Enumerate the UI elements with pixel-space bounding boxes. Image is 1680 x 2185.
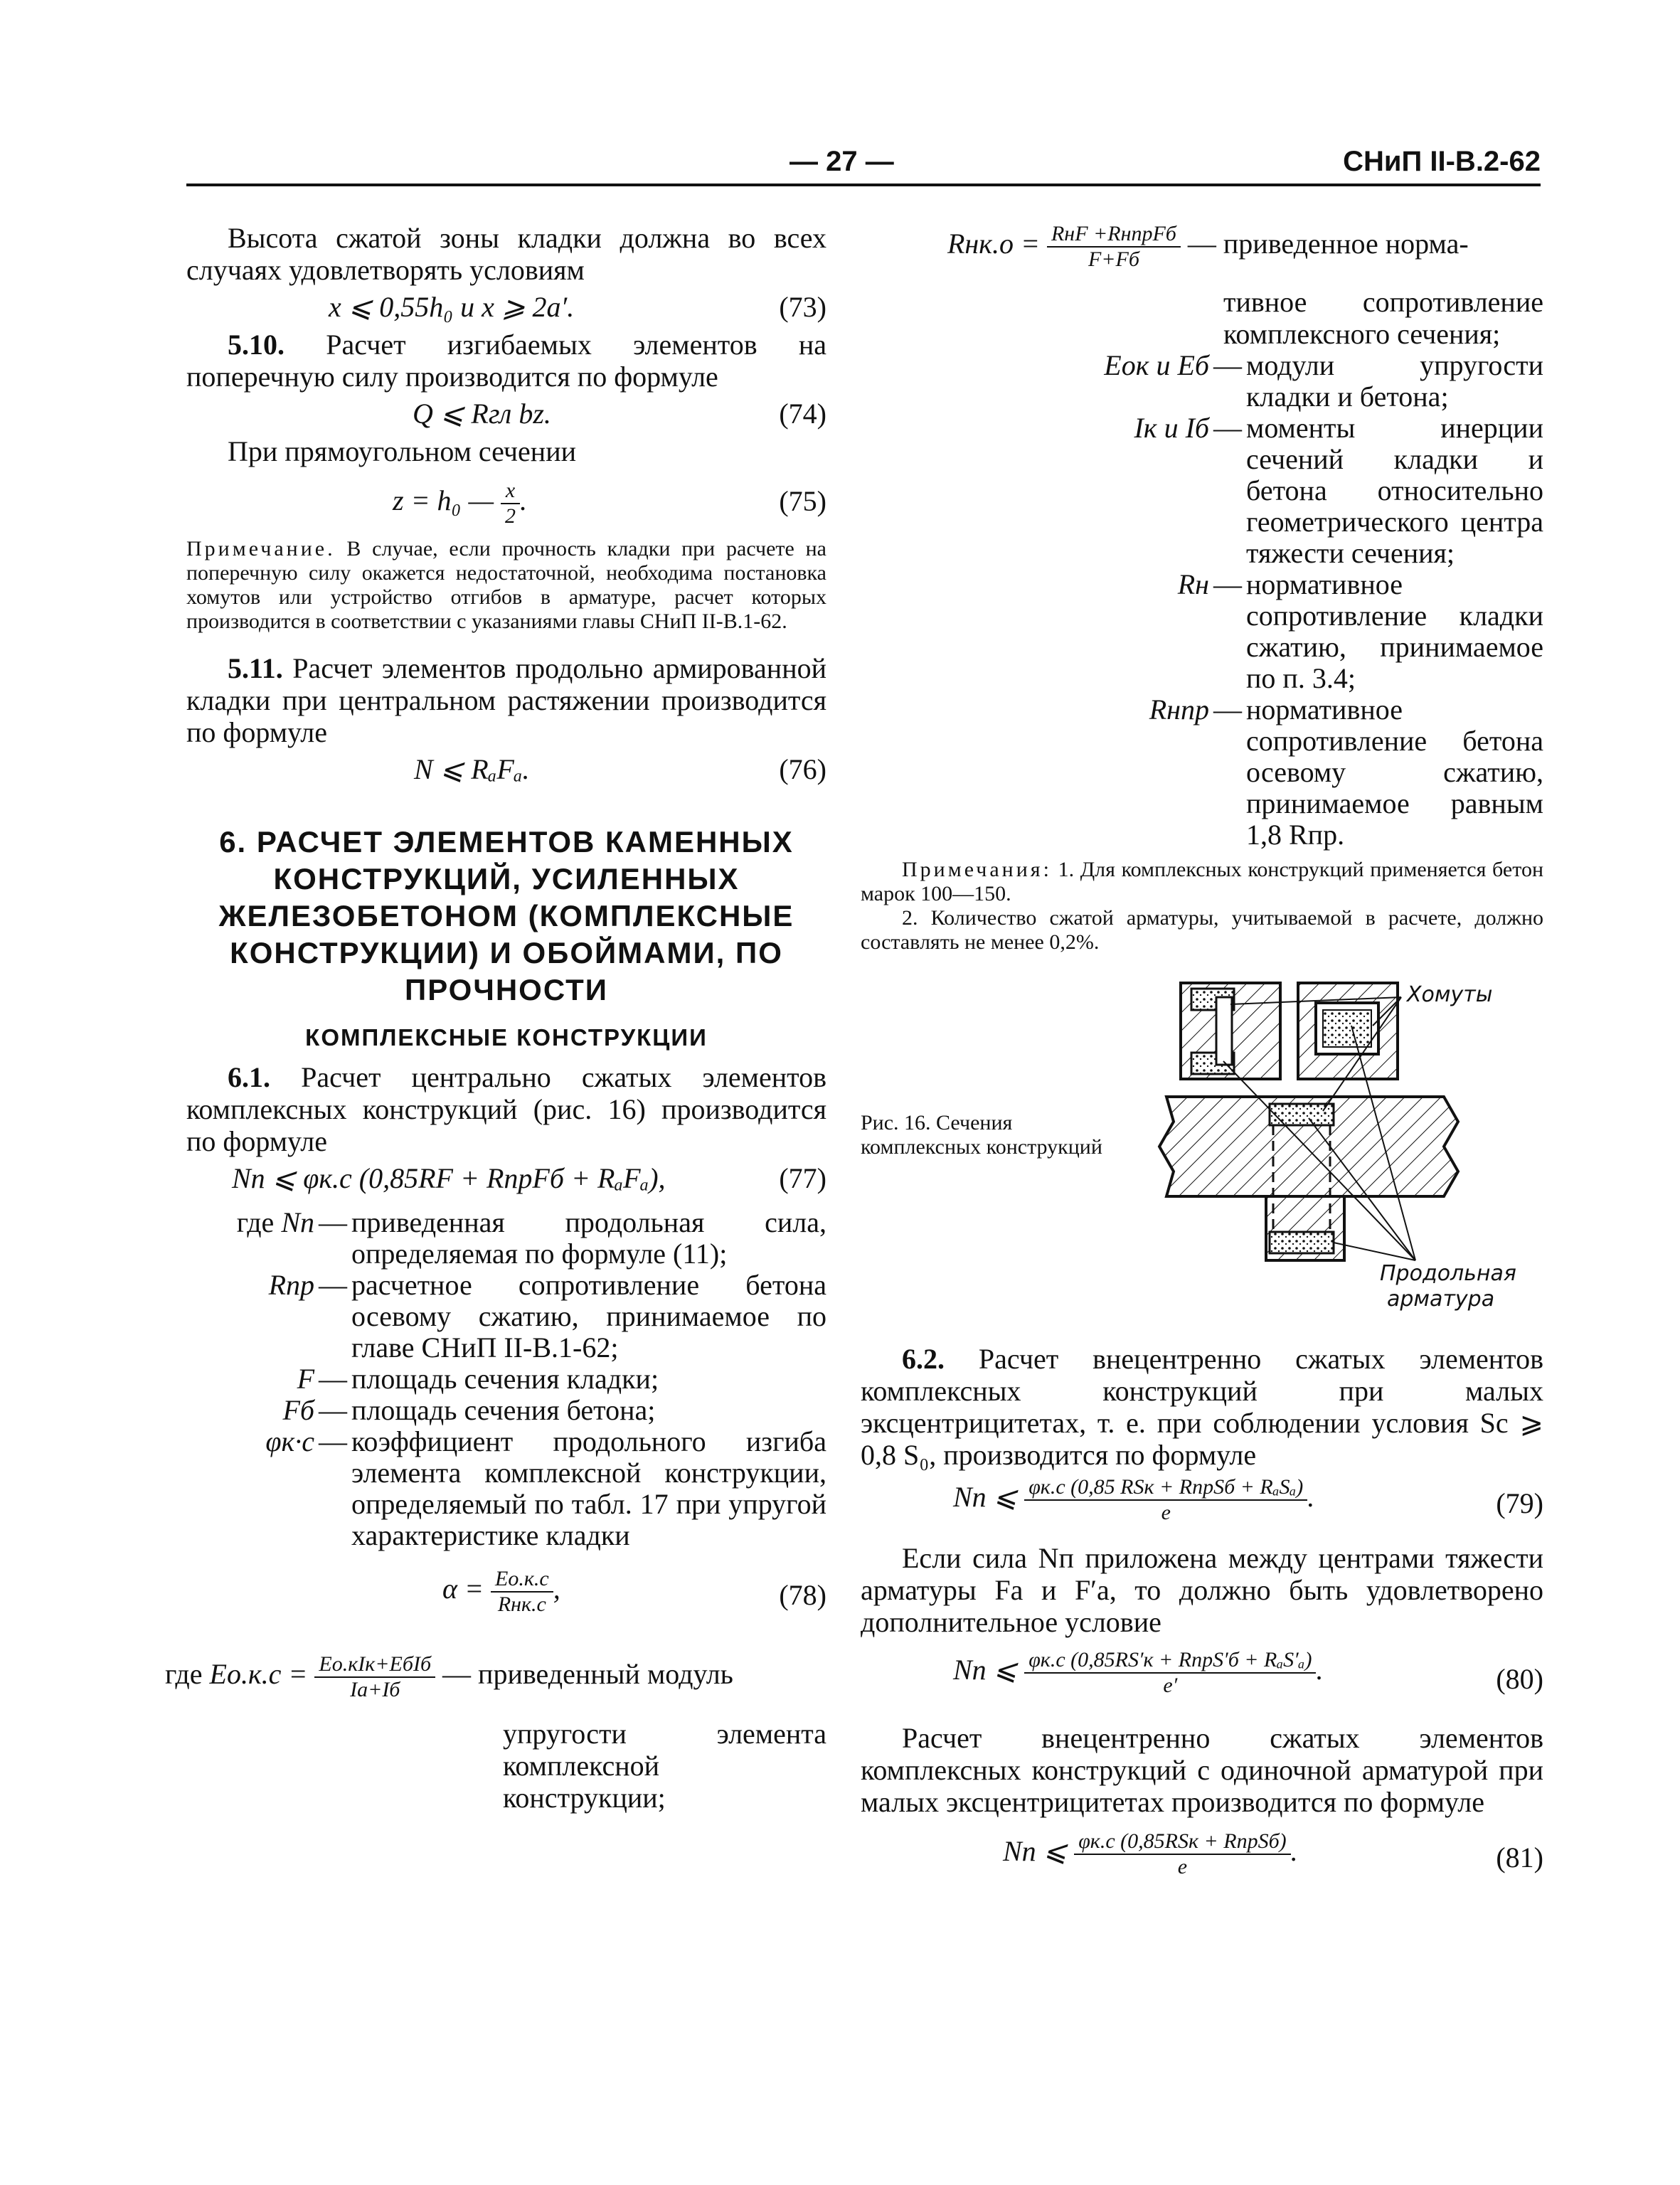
- fraction: [491, 1567, 553, 1617]
- formula-lhs: Nп ⩽: [953, 1481, 1018, 1514]
- label-stirrups: Хомуты: [1407, 982, 1493, 1007]
- definition-symbol: Iк и Iб: [1134, 412, 1209, 444]
- definition-text: нормативное сопротивление бетона осевому сжатию, принимаемое равным 1,8 Rпр.: [1246, 693, 1543, 851]
- paragraph: тивное сопротивление комплексного сечения;: [1223, 286, 1543, 350]
- formula-78: [186, 1557, 826, 1642]
- numerator: Eо.к.с: [491, 1567, 553, 1593]
- denominator: e′: [1163, 1674, 1178, 1697]
- formula-number: (79): [1496, 1487, 1543, 1519]
- formula-expr: Q ⩽ Rгл bz.: [413, 398, 551, 430]
- formula-expr: Nп ⩽ φк.с (0,85RF + RпрFб + RₐFₐ),: [232, 1162, 666, 1194]
- subsection-title: КОМПЛЕКСНЫЕ КОНСТРУКЦИИ: [305, 1024, 708, 1051]
- note: [186, 537, 826, 634]
- clause-number: 5.11.: [228, 652, 283, 684]
- paragraph: [186, 652, 826, 748]
- numerator: RнF +RнпрFб: [1047, 222, 1181, 248]
- numerator: φк.с (0,85RS′к + RпрS′б + RₐS′ₐ): [1024, 1648, 1316, 1674]
- formula-rko: [861, 222, 1543, 286]
- formula-number: (76): [779, 753, 826, 785]
- formula-lhs: α =: [442, 1573, 484, 1605]
- clause-text: Расчет центрально сжатых элементов комплексных конструкций (рис. 16) производится по формуле: [186, 1061, 826, 1157]
- definition-text: моменты инерции сечений кладки и бетона относительно геометрического центра тяжести сечения;: [1246, 412, 1543, 569]
- definition-text: площадь сечения бетона;: [351, 1394, 656, 1426]
- definition-row: [186, 1395, 826, 1426]
- note-1: [861, 858, 1543, 906]
- formula-number: (78): [779, 1579, 826, 1611]
- formula-number: (80): [1496, 1663, 1543, 1695]
- fraction: [1074, 1829, 1290, 1879]
- denominator: Rнк.с: [497, 1593, 546, 1616]
- formula-number: (73): [779, 291, 826, 323]
- formula-tail: .: [1290, 1835, 1298, 1868]
- right-column: [861, 222, 1543, 1896]
- left-column: [165, 222, 826, 1814]
- formula-lhs: Eо.к.с =: [209, 1658, 308, 1691]
- dash: —: [1213, 568, 1242, 600]
- definition-row: [861, 350, 1543, 413]
- formula-expr: [442, 1567, 560, 1617]
- clause-number: 5.10.: [228, 329, 285, 361]
- definition-text: площадь сечения кладки;: [351, 1363, 659, 1395]
- figure-caption: Рис. 16. Сечения комплексных конструкций: [861, 1111, 1102, 1159]
- denominator: F+Fб: [1088, 248, 1139, 271]
- formula-expr: [1003, 1829, 1298, 1879]
- definition-text: — приведенный модуль: [442, 1658, 733, 1691]
- fraction: [314, 1652, 435, 1702]
- clause-number: 6.2.: [902, 1343, 945, 1375]
- formula-lhs: Rнк.о =: [947, 228, 1040, 260]
- formula-79: [861, 1471, 1543, 1542]
- denominator: e: [1177, 1855, 1188, 1878]
- note-text: 1. Для комплексных конструкций применяется бетон марок 100—150.: [861, 858, 1543, 905]
- formula-73: [186, 286, 826, 329]
- note-2: 2. Количество сжатой арматуры, учитываемой в расчете, должно составлять не менее 0,2%.: [861, 906, 1543, 954]
- paragraph: [186, 1061, 826, 1157]
- formula-expr: [165, 1652, 733, 1702]
- paragraph: [186, 329, 826, 393]
- formula-expr: [953, 1475, 1314, 1525]
- formula-tail: ,: [553, 1573, 560, 1605]
- formula-expr: x ⩽ 0,55h₀ и x ⩾ 2a′.: [329, 291, 575, 323]
- where-word: где: [236, 1206, 275, 1238]
- definition-symbol: Rнпр: [1149, 693, 1209, 725]
- numerator: Eо.кIк+EбIб: [314, 1652, 435, 1678]
- formula-lhs: Nп ⩽: [1003, 1835, 1068, 1868]
- formula-74: [186, 393, 826, 435]
- figure-16: [861, 976, 1543, 1317]
- section-diagram: [1145, 976, 1529, 1317]
- note-text: В случае, если прочность кладки при расчете на поперечную силу окажется недостаточной, необходима постановка хомутов или устройство отгибов в арматуре, расчет которых производится в соответствии с указаниями главы СНиП II-В.1-62.: [186, 537, 826, 633]
- clause-number: 6.1.: [228, 1061, 270, 1093]
- paragraph: упругости элемента комплексной конструкции;: [503, 1718, 826, 1814]
- formula-eokc: [165, 1647, 826, 1718]
- definition-symbol: Rпр: [268, 1269, 314, 1301]
- clause-text: Расчет элементов продольно армированной кладки при центральном растяжении производится по формуле: [186, 652, 826, 748]
- definition-symbol: Rн: [1177, 568, 1209, 600]
- fraction: [1024, 1648, 1316, 1698]
- fraction: [1047, 222, 1181, 272]
- formula-tail: .: [520, 484, 528, 517]
- notes: [861, 858, 1543, 955]
- formula-expr: [393, 479, 527, 528]
- wall-section: [1159, 1097, 1458, 1260]
- definition-list: [861, 350, 1543, 851]
- formula-81: [861, 1825, 1543, 1896]
- dash: —: [319, 1394, 347, 1426]
- formula-expr: N ⩽ RₐFₐ.: [414, 753, 530, 785]
- definition-text: — приведенное норма-: [1187, 228, 1469, 260]
- symbol: Nп: [281, 1206, 314, 1238]
- dash: —: [319, 1206, 347, 1238]
- formula-76: [186, 748, 826, 791]
- numerator: φк.с (0,85 RSк + RпрSб + RₐSₐ): [1024, 1475, 1307, 1501]
- formula-number: (75): [779, 485, 826, 517]
- definition-row: [186, 1207, 826, 1270]
- formula-lhs: z = h₀ —: [393, 484, 494, 517]
- definition-symbol: Fб: [282, 1394, 314, 1426]
- header-rule: [186, 184, 1541, 186]
- definition-row: [861, 413, 1543, 569]
- formula-expr: [953, 1648, 1323, 1698]
- page-number: — 27 —: [790, 146, 894, 177]
- paragraph: При прямоугольном сечении: [228, 435, 577, 467]
- document-code: СНиП II-В.2-62: [1343, 146, 1541, 177]
- fraction: [501, 479, 520, 528]
- formula-expr: [947, 222, 1469, 272]
- formula-lhs: Nп ⩽: [953, 1654, 1018, 1686]
- dash: —: [1213, 693, 1242, 725]
- formula-77: [186, 1157, 826, 1200]
- paragraph: Если сила Nп приложена между центрами тяжести арматуры Fа и F′а, то должно быть удовлетворено дополнительное условие: [861, 1542, 1543, 1638]
- notes-label: Примечания:: [902, 858, 1052, 881]
- label-longitudinal: Продольная: [1380, 1261, 1516, 1286]
- definition-row: [186, 1426, 826, 1551]
- section-title: 6. РАСЧЕТ ЭЛЕМЕНТОВ КАМЕННЫХ КОНСТРУКЦИЙ, УСИЛЕННЫХ ЖЕЛЕЗОБЕТОНОМ (КОМПЛЕКСНЫЕ КОНСТРУКЦИИ) И ОБОЙМАМИ, ПО ПРОЧНОСТИ: [218, 825, 794, 1006]
- definition-symbol: φк·с: [265, 1425, 314, 1457]
- denominator: e: [1161, 1501, 1171, 1524]
- numerator: x: [501, 479, 520, 504]
- denominator: 2: [505, 504, 516, 528]
- definition-text: приведенная продольная сила, определяемая по формуле (11);: [351, 1206, 826, 1270]
- dash: —: [1213, 412, 1242, 444]
- definition-text: нормативное сопротивление кладки сжатию, принимаемое по п. 3.4;: [1246, 568, 1543, 694]
- formula-75: [186, 467, 826, 531]
- dash: —: [319, 1425, 347, 1457]
- where-word: где: [165, 1658, 203, 1691]
- formula-80: [861, 1644, 1543, 1722]
- small-section-left: [1181, 983, 1280, 1079]
- definition-text: коэффициент продольного изгиба элемента комплексной конструкции, определяемый по табл. 17 при упругой характеристике кладки: [351, 1425, 826, 1551]
- denominator: Iа+Iб: [350, 1678, 400, 1701]
- definition-list: [186, 1207, 826, 1551]
- formula-number: (77): [779, 1162, 826, 1194]
- definition-row: [861, 569, 1543, 694]
- definition-row: [186, 1270, 826, 1363]
- paragraph: Расчет внецентренно сжатых элементов комплексных конструкций с одиночной арматурой при малых эксцентрицитетах производится по формуле: [861, 1722, 1543, 1818]
- definition-text: модули упругости кладки и бетона;: [1246, 349, 1543, 413]
- definition-row: [861, 694, 1543, 851]
- dash: —: [319, 1269, 347, 1301]
- formula-number: (81): [1496, 1841, 1543, 1873]
- formula-number: (74): [779, 398, 826, 430]
- clause-text: Расчет внецентренно сжатых элементов комплексных конструкций при малых эксцентрицитетах, т. е. при соблюдении условия Sc ⩾ 0,8 S₀, производится по формуле: [861, 1343, 1544, 1471]
- definition-text: расчетное сопротивление бетона осевому сжатию, принимаемое по главе СНиП II-В.1-62;: [351, 1269, 826, 1363]
- dash: —: [1213, 349, 1242, 381]
- definition-symbol: [186, 1207, 314, 1270]
- definition-symbol: F: [297, 1363, 314, 1395]
- formula-tail: .: [1316, 1654, 1324, 1686]
- label-reinforcement: арматура: [1387, 1287, 1495, 1312]
- numerator: φк.с (0,85RSк + RпрSб): [1074, 1829, 1290, 1855]
- fraction: [1024, 1475, 1307, 1525]
- clause-text: Расчет изгибаемых элементов на поперечную силу производится по формуле: [186, 329, 826, 393]
- definition-row: [186, 1363, 826, 1395]
- paragraph: [861, 1343, 1543, 1471]
- dash: —: [319, 1363, 347, 1395]
- definition-symbol: Eок и Eб: [1104, 349, 1209, 381]
- paragraph: Высота сжатой зоны кладки должна во всех случаях удовлетворять условиям: [186, 222, 826, 286]
- formula-tail: .: [1307, 1481, 1315, 1514]
- note-label: Примечание.: [186, 537, 336, 560]
